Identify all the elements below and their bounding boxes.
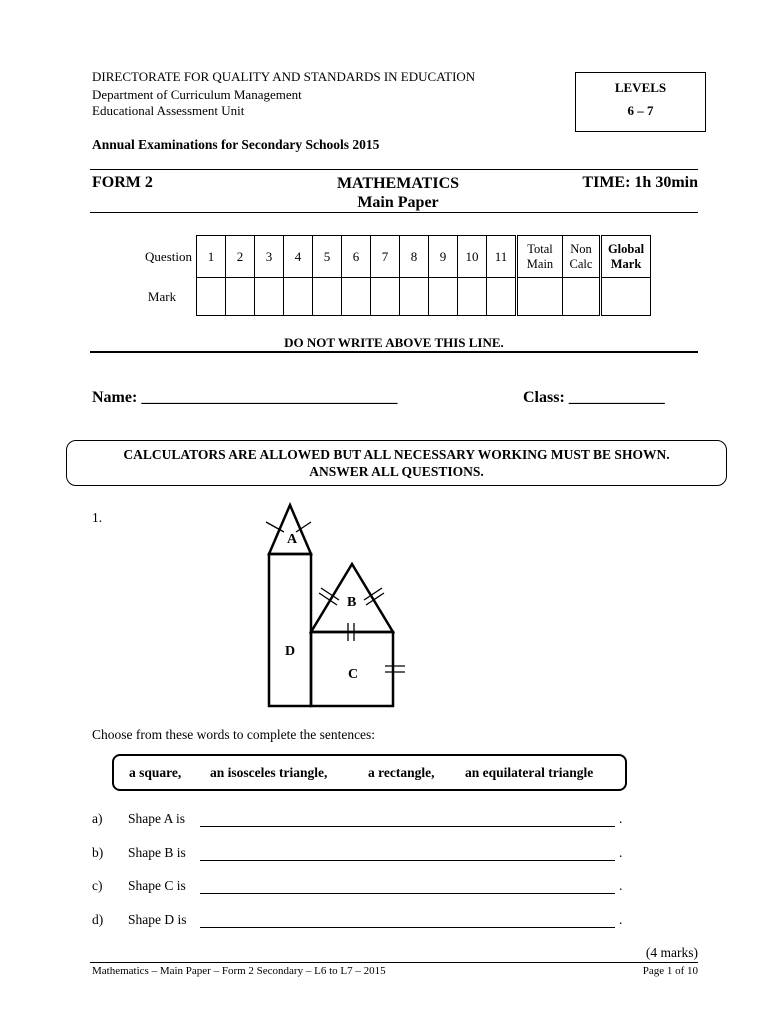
question-cell: 11 xyxy=(487,236,517,278)
label-c: C xyxy=(348,667,359,682)
answer-line[interactable] xyxy=(200,927,615,928)
part-text: Shape A is xyxy=(128,811,186,826)
do-not-write-notice: DO NOT WRITE ABOVE THIS LINE. xyxy=(284,335,504,350)
unit-name: Educational Assessment Unit xyxy=(92,103,245,118)
word-option: an isosceles triangle, xyxy=(210,765,328,780)
levels-box xyxy=(575,72,706,132)
marks-allocation: (4 marks) xyxy=(645,945,698,960)
global-mark-header: Global Mark xyxy=(601,236,651,278)
mark-cell[interactable] xyxy=(197,278,226,316)
answer-all-notice: ANSWER ALL QUESTIONS. xyxy=(309,464,484,479)
page-number: Page 1 of 10 xyxy=(642,965,698,977)
question-cell: 4 xyxy=(284,236,313,278)
question-cell: 7 xyxy=(371,236,400,278)
label-d: D xyxy=(285,644,296,659)
shapes-diagram xyxy=(255,500,415,715)
form-label: FORM 2 xyxy=(92,174,153,191)
name-field[interactable] xyxy=(92,389,397,407)
class-field[interactable] xyxy=(523,389,665,407)
word-bank xyxy=(112,754,627,791)
levels-label: LEVELS xyxy=(614,80,667,95)
non-calc-header: Non Calc xyxy=(563,236,601,278)
answer-line[interactable] xyxy=(200,893,615,894)
total-main-cell[interactable] xyxy=(517,278,563,316)
question-row xyxy=(132,236,651,278)
directorate-title: DIRECTORATE FOR QUALITY AND STANDARDS IN EDUCATION xyxy=(92,69,476,84)
calculator-notice: CALCULATORS ARE ALLOWED BUT ALL NECESSARY WORKING MUST BE SHOWN. xyxy=(123,447,670,462)
department-name: Department of Curriculum Management xyxy=(92,87,302,102)
exam-title: Annual Examinations for Secondary Schools 2015 xyxy=(92,137,380,152)
answer-line[interactable] xyxy=(200,860,615,861)
total-main-header: Total Main xyxy=(517,236,563,278)
part-letter: b) xyxy=(92,845,104,860)
mark-cell[interactable] xyxy=(255,278,284,316)
part-text: Shape D is xyxy=(128,912,187,927)
part-letter: a) xyxy=(92,811,103,826)
footer-divider xyxy=(90,962,698,963)
question-instruction: Choose from these words to complete the sentences: xyxy=(92,727,376,742)
name-blank[interactable]: ________________________________ xyxy=(141,389,398,406)
question-cell: 3 xyxy=(255,236,284,278)
mark-cell[interactable] xyxy=(487,278,517,316)
word-option: a rectangle, xyxy=(368,765,435,780)
footer-title: Mathematics – Main Paper – Form 2 Secondary – L6 to L7 – 2015 xyxy=(92,965,386,977)
levels-value: 6 – 7 xyxy=(627,103,654,118)
part-letter: c) xyxy=(92,878,103,893)
question-number: 1. xyxy=(92,510,103,525)
mark-cell[interactable] xyxy=(313,278,342,316)
part-text: Shape C is xyxy=(128,878,186,893)
mark-row xyxy=(132,278,651,316)
mark-cell[interactable] xyxy=(342,278,371,316)
question-cell: 8 xyxy=(400,236,429,278)
question-cell: 10 xyxy=(458,236,487,278)
label-b: B xyxy=(347,595,357,610)
word-option: an equilateral triangle xyxy=(465,765,594,780)
non-calc-cell[interactable] xyxy=(563,278,601,316)
mark-cell[interactable] xyxy=(284,278,313,316)
global-mark-cell[interactable] xyxy=(601,278,651,316)
mark-cell[interactable] xyxy=(226,278,255,316)
answer-line[interactable] xyxy=(200,826,615,827)
mark-cell[interactable] xyxy=(400,278,429,316)
label-a: A xyxy=(287,532,298,547)
instructions-box xyxy=(66,440,727,486)
top-divider xyxy=(90,169,698,170)
mark-cell[interactable] xyxy=(429,278,458,316)
mark-label: Mark xyxy=(147,288,177,304)
shape-d-rectangle xyxy=(269,554,311,706)
word-option: a square, xyxy=(129,765,182,780)
time-label: TIME: 1h 30min xyxy=(582,174,698,191)
question-cell: 6 xyxy=(342,236,371,278)
class-label: Class: xyxy=(523,389,565,406)
mark-cell[interactable] xyxy=(371,278,400,316)
paper-name: Main Paper xyxy=(357,194,439,211)
part-text: Shape B is xyxy=(128,845,186,860)
question-cell: 2 xyxy=(226,236,255,278)
question-label: Question xyxy=(145,248,192,264)
question-cell: 5 xyxy=(313,236,342,278)
subject-block xyxy=(298,174,498,212)
question-cell: 9 xyxy=(429,236,458,278)
class-blank[interactable]: ____________ xyxy=(568,389,665,406)
do-not-write-line xyxy=(90,351,698,353)
name-label: Name: xyxy=(92,389,138,406)
subject-divider xyxy=(90,212,698,213)
marks-table xyxy=(132,235,651,316)
part-letter: d) xyxy=(92,912,104,927)
question-cell: 1 xyxy=(197,236,226,278)
mark-cell[interactable] xyxy=(458,278,487,316)
subject-title: MATHEMATICS xyxy=(336,175,460,192)
